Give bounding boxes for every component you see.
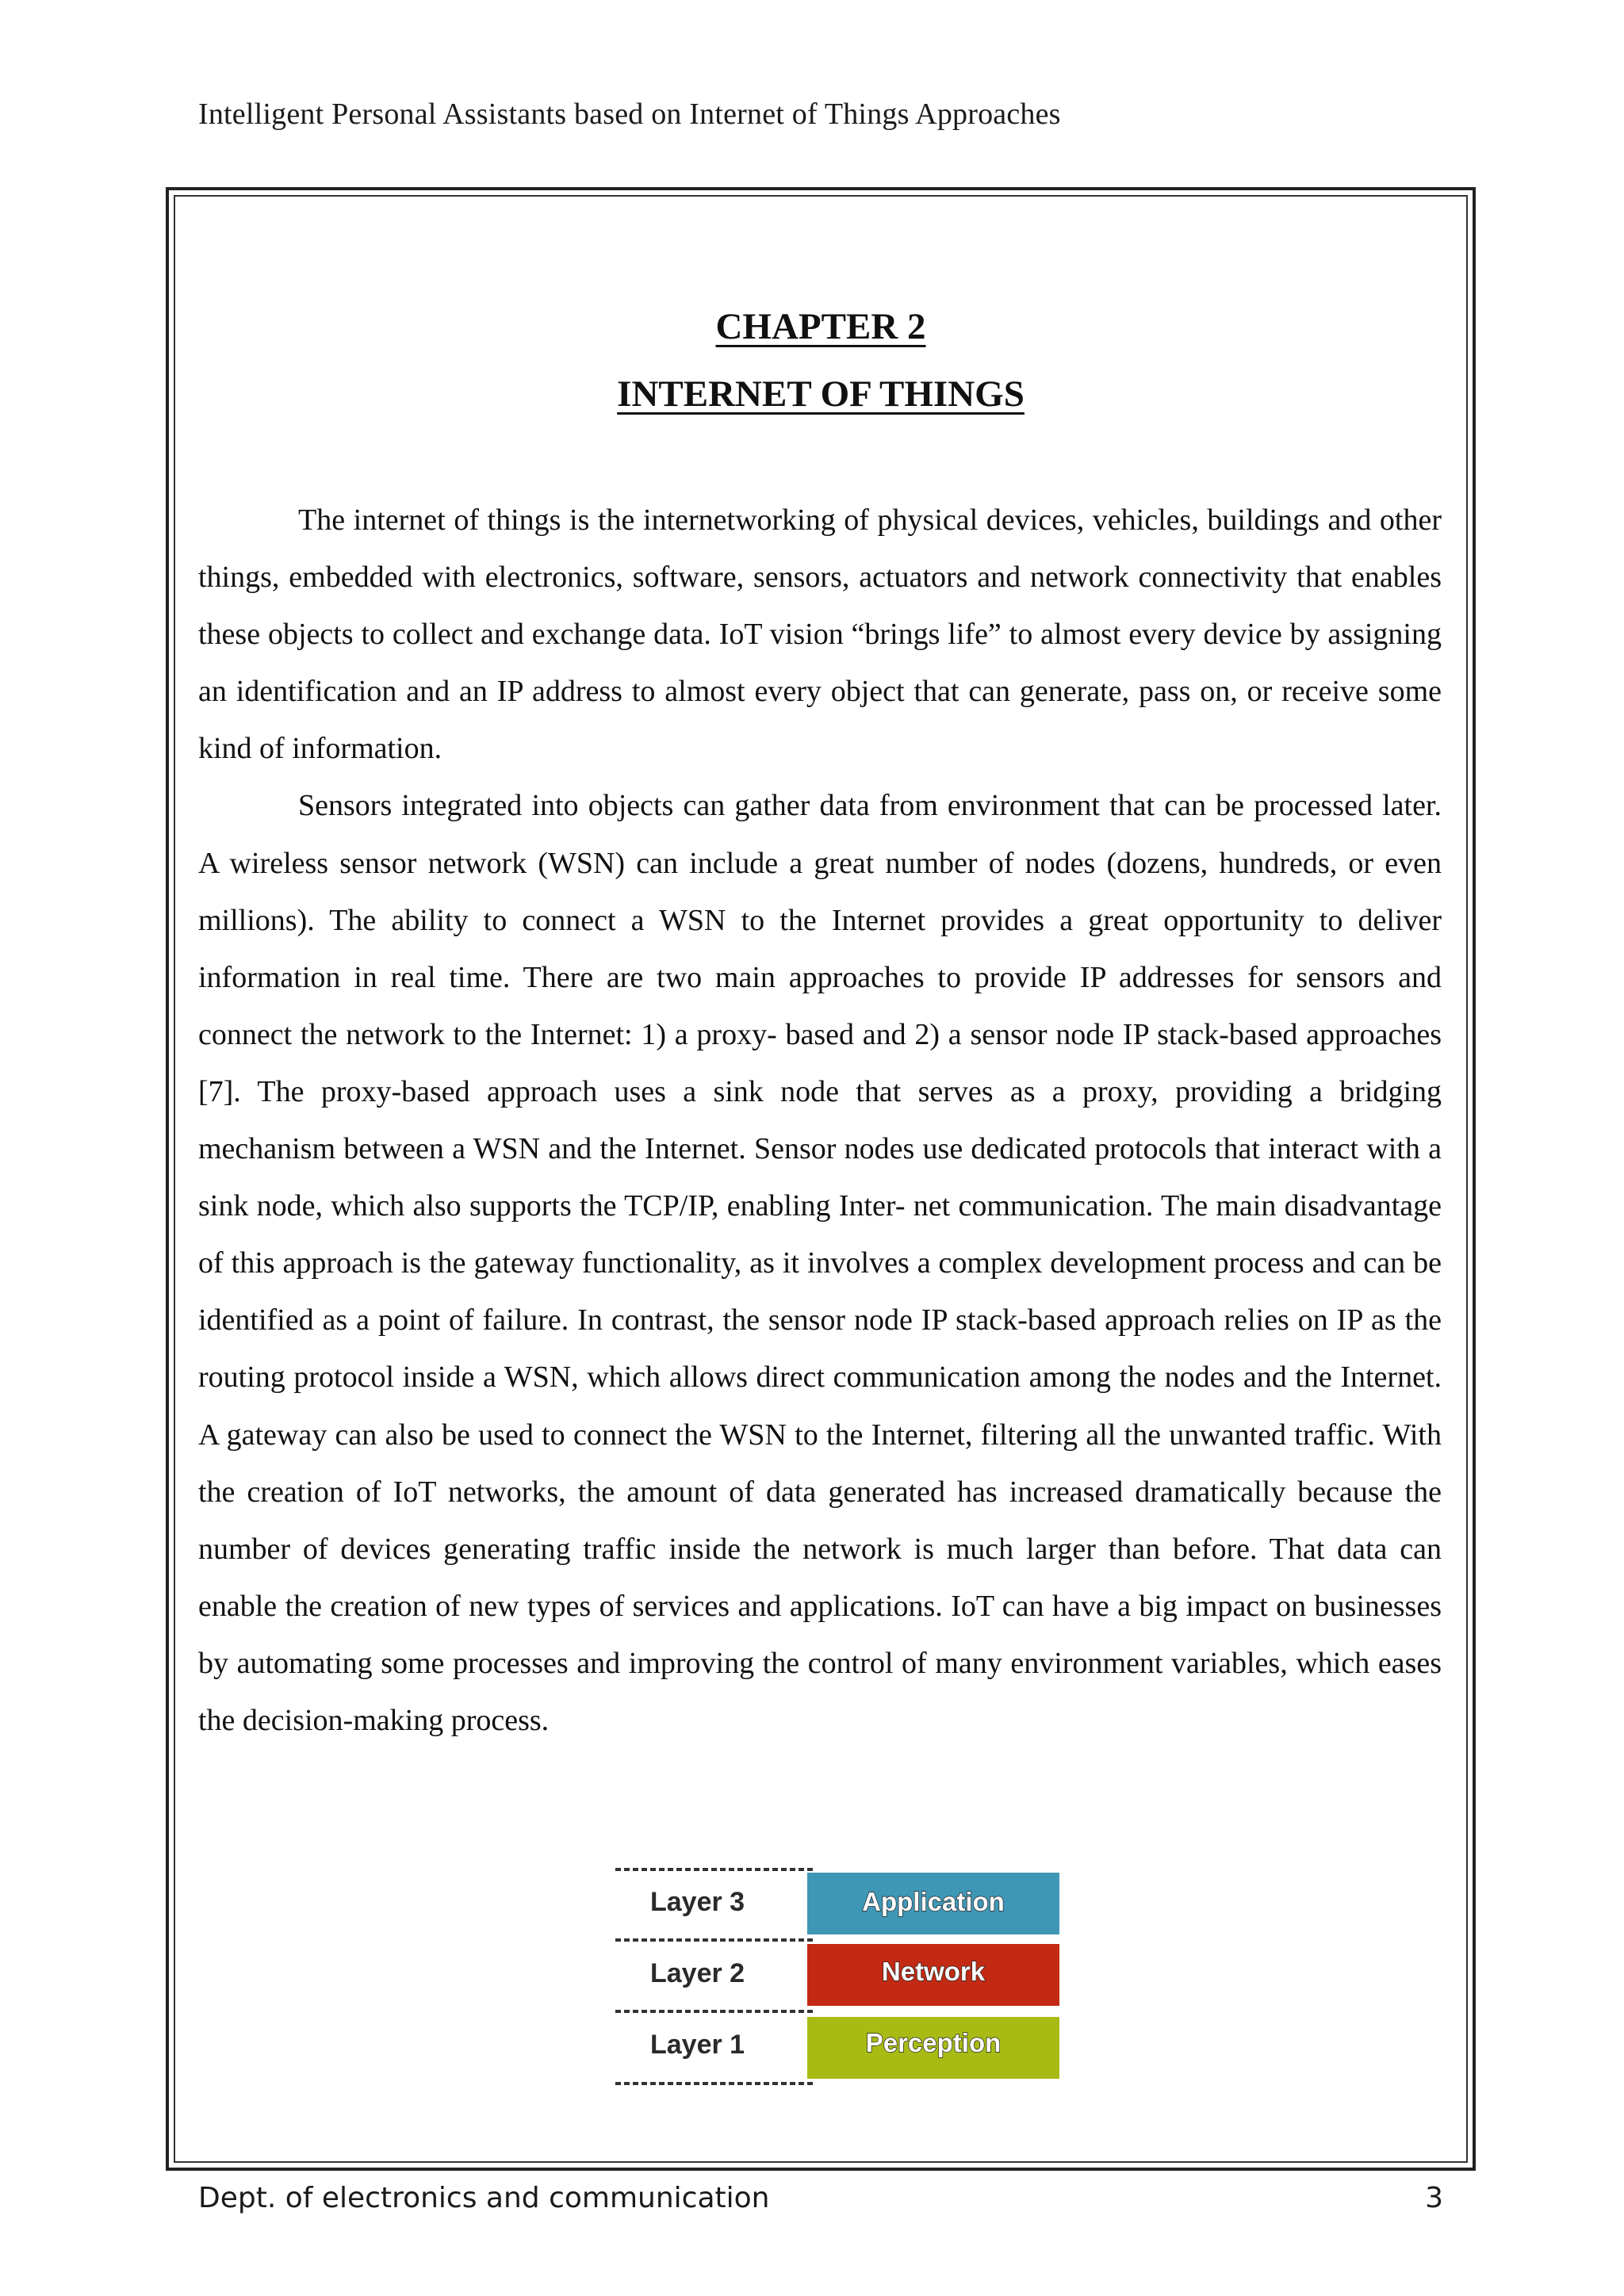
- iot-layer-diagram: [612, 1865, 1063, 2090]
- paragraph: The internet of things is the internetworking of physical devices, vehicles, buildings and other things, embedded with electronics, software, sensors, actuators and network connectivity that enables these objects to collect and exchange data. IoT vision “brings life” to almost every device by assigning an identification and an IP address to almost every object that can generate, pass on, or receive some kind of information.: [198, 503, 1442, 766]
- footer-department: Dept. of electronics and communication: [198, 2182, 770, 2214]
- body-text: [198, 492, 1442, 1749]
- running-header: Intelligent Personal Assistants based on Internet of Things Approaches: [198, 98, 1061, 131]
- application-layer-name: Application: [862, 1887, 1005, 1916]
- paragraph: Sensors integrated into objects can gather data from environment that can be processed later. A wireless sensor network (WSN) can include a great number of nodes (dozens, hundreds, or even millions). The ability to connect a WSN to the Internet provides a great opportunity to deliver information in real time. There are two main approaches to provide IP addresses for sensors and connect the network to the Internet: 1) a proxy- based and 2) a sensor node IP stack-based approaches [7]. The proxy-based approach uses a sink node that serves as a proxy, providing a bridging mechanism between a WSN and the Internet. Sensor nodes use dedicated protocols that interact with a sink node, which also supports the TCP/IP, enabling Inter- net communication. The main disadvantage of this approach is the gateway functionality, as it involves a complex development process and can be identified as a point of failure. In contrast, the sensor node IP stack-based approach relies on IP as the routing protocol inside a WSN, which allows direct communication among the nodes and the Internet. A gateway can also be used to connect the WSN to the Internet, filtering all the unwanted traffic. With the creation of IoT networks, the amount of data generated has increased dramatically because the number of devices generating traffic inside the network is much larger than before. That data can enable the creation of new types of services and applications. IoT can have a big impact on businesses by automating some processes and improving the control of many environment variables, which eases the decision-making process.: [198, 789, 1442, 1737]
- chapter-title: INTERNET OF THINGS: [617, 373, 1025, 415]
- perception-layer-name: Perception: [865, 2028, 1002, 2057]
- layer-1-label: Layer 1: [650, 2030, 745, 2060]
- chapter-label: CHAPTER 2: [715, 306, 926, 347]
- network-layer-name: Network: [881, 1957, 986, 1986]
- page-number: 3: [1425, 2182, 1443, 2214]
- layer-3-label: Layer 3: [650, 1887, 745, 1917]
- layer-2-label: Layer 2: [650, 1958, 745, 1988]
